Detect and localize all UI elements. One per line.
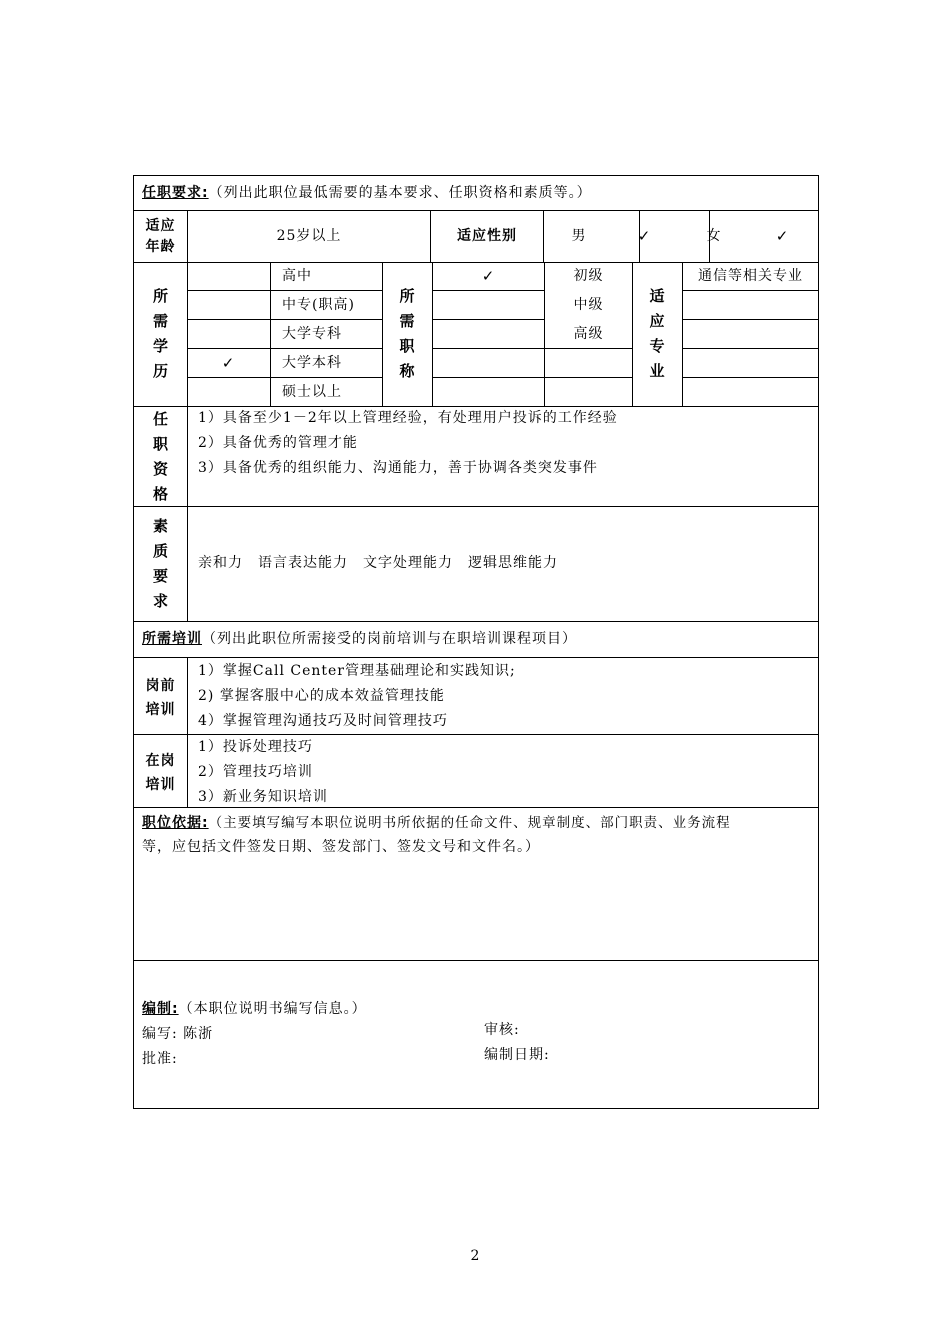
major-label-char: 专 [649,337,665,355]
education-label-char: 历 [152,362,168,380]
row-divider [134,960,818,961]
title-label-char: 职 [399,337,415,355]
qualification-item: 3）具备优秀的组织能力、沟通能力，善于协调各类突发事件 [198,460,598,476]
title-level: 中级 [573,297,604,313]
row-divider [134,210,818,211]
on-job-label-line: 在岗 [145,753,176,769]
col-divider [187,657,188,807]
qualities-label-char: 要 [152,567,168,585]
row-divider [134,621,818,622]
row-divider [134,807,818,808]
check-icon: ✓ [221,354,235,372]
col-divider [270,262,271,406]
check-icon: ✓ [637,227,651,245]
row-divider [187,290,382,291]
gender-female: 女 [706,228,722,244]
row-divider [682,348,818,349]
major-label-char: 适 [649,287,665,305]
pre-job-item: 2) 掌握客服中心的成本效益管理技能 [198,688,445,704]
education-level: 中专(职高) [282,297,355,313]
qualities-label-char: 质 [152,542,168,560]
row-divider [187,377,382,378]
title-label-char: 需 [399,312,415,330]
row-divider [682,319,818,320]
qualities-label [134,514,187,614]
basis-note-line2: 等，应包括文件签发日期、签发部门、签发文号和文件名。） [142,839,540,855]
on-job-item: 3）新业务知识培训 [198,789,328,805]
education-level: 大学专科 [282,326,342,342]
writer-row [142,1025,213,1043]
pre-job-label-line: 培训 [145,702,176,718]
on-job-label-line: 培训 [145,777,176,793]
basis-heading: 职位依据: [142,815,209,831]
writer-label: 编写: [142,1026,178,1042]
title-label-char: 称 [399,362,415,380]
on-job-item: 2）管理技巧培训 [198,764,313,780]
col-divider [187,210,188,621]
page-number: 2 [470,1248,480,1264]
basis-note-line1: （主要填写编写本职位说明书所依据的任命文件、规章制度、部门职责、业务流程 [208,815,731,831]
qualification-item: 2）具备优秀的管理才能 [198,435,358,451]
age-label-line: 年龄 [145,239,176,255]
training-heading: 所需培训 [142,631,202,647]
pre-job-label [134,674,187,722]
major-label-char: 业 [649,362,665,380]
row-divider [682,290,818,291]
title-label [382,284,432,384]
education-label [134,284,187,384]
education-label-char: 学 [152,337,168,355]
training-note: （列出此职位所需接受的岗前培训与在职培训课程项目） [202,631,577,647]
row-divider [187,319,382,320]
qualifications-label-char: 资 [152,460,168,478]
col-divider [432,262,433,406]
education-label-char: 所 [152,287,168,305]
qualification-item: 1）具备至少1－2年以上管理经验，有处理用户投诉的工作经验 [198,410,618,426]
pre-job-label-line: 岗前 [145,678,176,694]
row-divider [134,734,818,735]
date-label: 编制日期: [484,1047,550,1063]
major-label-char: 应 [649,312,665,330]
requirements-heading-row [142,184,592,202]
check-icon: ✓ [481,267,495,285]
reviewer-label: 审核: [484,1022,520,1038]
check-icon: ✓ [775,227,789,245]
compile-row [142,1000,367,1018]
age-label-line: 适应 [145,218,176,234]
education-level: 大学本科 [282,355,342,371]
basis-row [142,814,731,832]
requirements-note: （列出此职位最低需要的基本要求、任职资格和素质等。） [208,185,592,201]
pre-job-item: 4）掌握管理沟通技巧及时间管理技巧 [198,713,448,729]
approver-label: 批准: [142,1051,178,1067]
qualifications-label-char: 任 [152,410,168,428]
requirements-heading: 任职要求: [142,185,209,201]
education-level: 硕士以上 [282,384,342,400]
qualities-label-char: 求 [152,592,168,610]
job-description-form [133,175,819,1109]
row-divider [432,290,545,291]
qualifications-label-char: 职 [152,435,168,453]
row-divider [134,406,818,407]
row-divider [432,377,632,378]
row-divider [134,657,818,658]
education-label-char: 需 [152,312,168,330]
qualifications-label [134,407,187,507]
education-level: 高中 [282,268,312,284]
row-divider [134,506,818,507]
major-label [632,284,682,384]
age-value: 25岁以上 [276,228,342,244]
compile-heading: 编制: [142,1001,179,1017]
age-label [134,216,187,258]
qualifications-label-char: 格 [152,485,168,503]
training-heading-row [142,630,577,648]
row-divider [187,348,382,349]
title-label-char: 所 [399,287,415,305]
on-job-item: 1）投诉处理技巧 [198,739,313,755]
on-job-label [134,749,187,797]
writer-name: 陈浙 [183,1026,214,1042]
major-value: 通信等相关专业 [698,268,803,284]
qualities-text: 亲和力 语言表达能力 文字处理能力 逻辑思维能力 [198,555,558,571]
row-divider [432,348,632,349]
title-level: 初级 [573,268,604,284]
title-level: 高级 [573,326,604,342]
row-divider [682,377,818,378]
row-divider [432,319,545,320]
pre-job-item: 1）掌握Call Center管理基础理论和实践知识; [198,663,516,679]
compile-note: （本职位说明书编写信息。） [178,1001,367,1017]
row-divider [134,262,818,263]
qualities-label-char: 素 [152,517,168,535]
gender-male: 男 [571,228,587,244]
gender-label: 适应性别 [457,228,517,244]
